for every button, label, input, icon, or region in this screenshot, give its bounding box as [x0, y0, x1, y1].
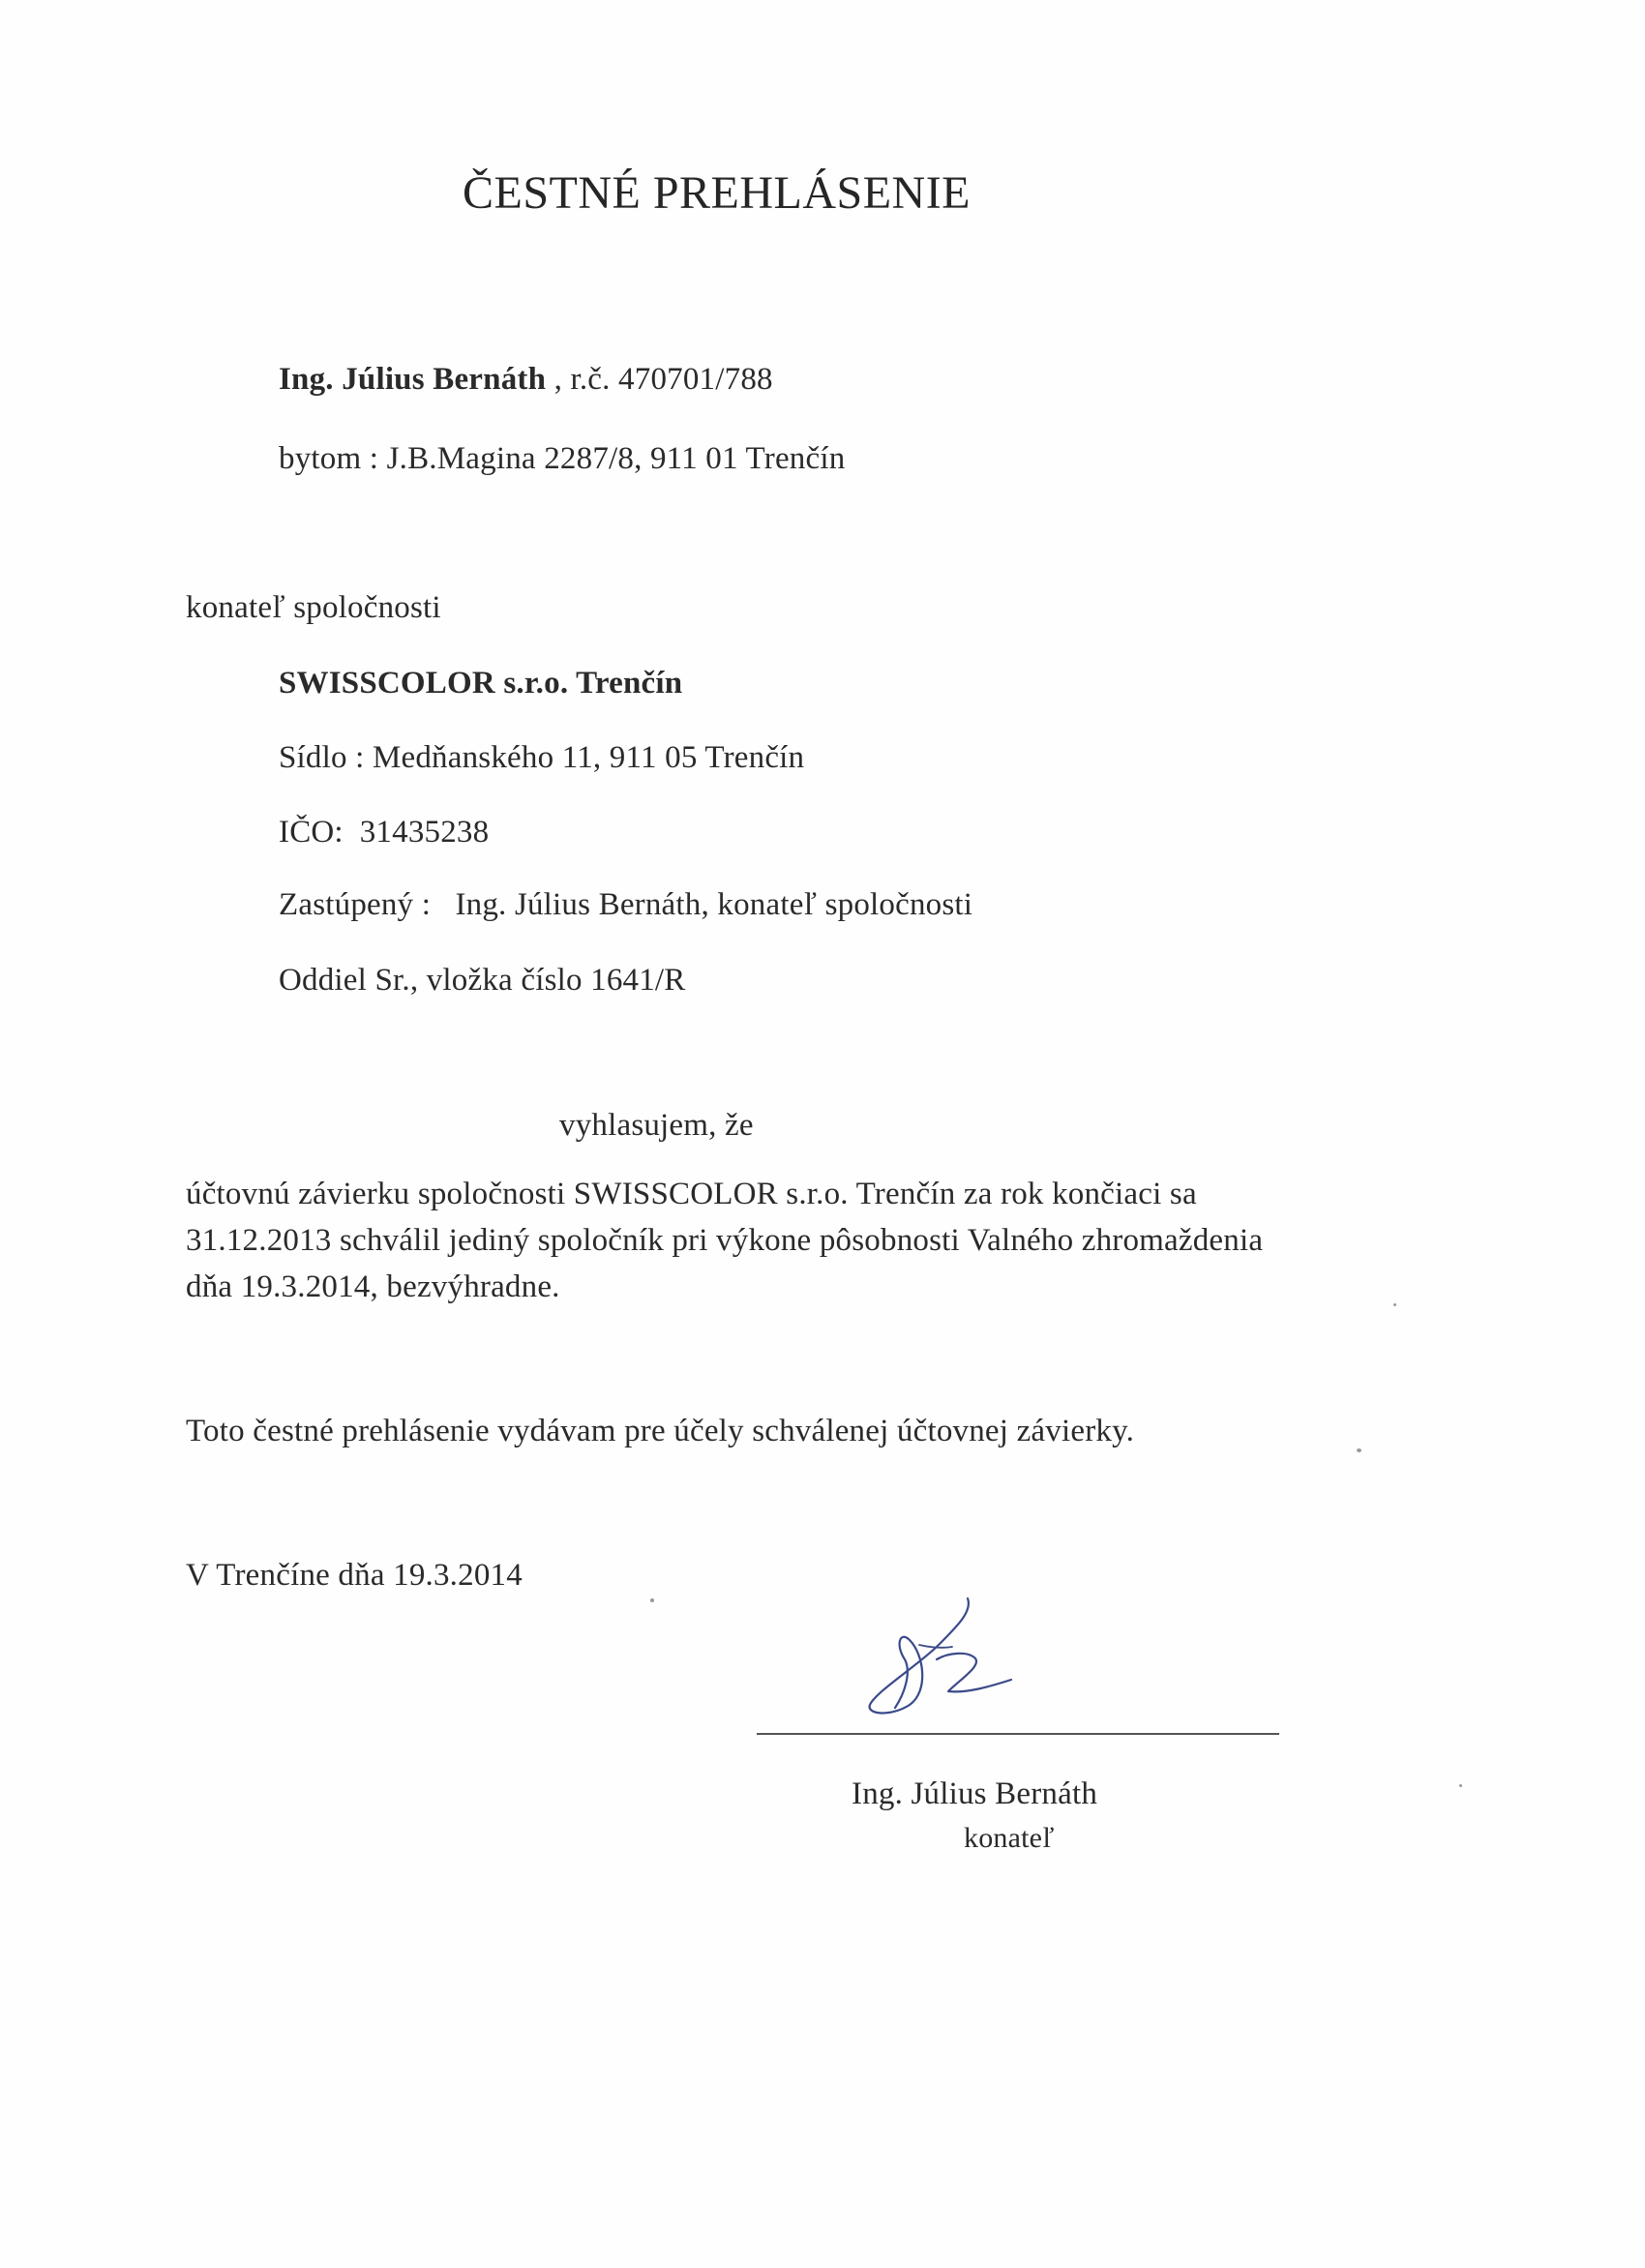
declarant-id: , r.č. 470701/788: [546, 362, 773, 397]
declarant-line: [279, 360, 773, 399]
represented-value: Ing. Július Bernáth, konateľ spoločnosti: [455, 887, 973, 922]
signatory-role: konateľ: [964, 1822, 1055, 1854]
statement-line-2: 31.12.2013 schválil jediný spoločník pri výkone pôsobnosti Valného zhromaždenia: [186, 1223, 1264, 1258]
declare-phrase: vyhlasujem, že: [559, 1108, 754, 1143]
company-ico: [279, 813, 489, 851]
role-label: konateľ spoločnosti: [186, 590, 441, 625]
scan-speck: [1393, 1303, 1396, 1306]
company-seat: Sídlo : Medňanského 11, 911 05 Trenčín: [279, 740, 805, 775]
ico-label: IČO:: [279, 815, 344, 850]
signatory-name: Ing. Július Bernáth: [852, 1776, 1098, 1811]
scan-speck: [1459, 1784, 1462, 1787]
declarant-name: Ing. Július Bernáth: [279, 362, 547, 397]
purpose-statement: Toto čestné prehlásenie vydávam pre účely schválenej účtovnej závierky.: [186, 1414, 1135, 1448]
scan-speck: [1357, 1448, 1361, 1452]
company-represented: [279, 885, 972, 924]
signature-line: [757, 1733, 1279, 1735]
declarant-address: bytom : J.B.Magina 2287/8, 911 01 Trenčín: [279, 441, 846, 476]
place-date: V Trenčíne dňa 19.3.2014: [186, 1558, 523, 1593]
scan-speck: [650, 1598, 654, 1602]
company-name: SWISSCOLOR s.r.o. Trenčín: [279, 666, 683, 701]
signature-image: [852, 1587, 1026, 1722]
ico-value: 31435238: [359, 815, 490, 850]
company-register: Oddiel Sr., vložka číslo 1641/R: [279, 963, 686, 998]
statement-line-3: dňa 19.3.2014, bezvýhradne.: [186, 1269, 560, 1304]
represented-label: Zastúpený :: [279, 887, 432, 922]
document-title: ČESTNÉ PREHLÁSENIE: [463, 167, 971, 219]
statement-line-1: účtovnú závierku spoločnosti SWISSCOLOR s.r.o. Trenčín za rok končiaci sa: [186, 1177, 1197, 1211]
